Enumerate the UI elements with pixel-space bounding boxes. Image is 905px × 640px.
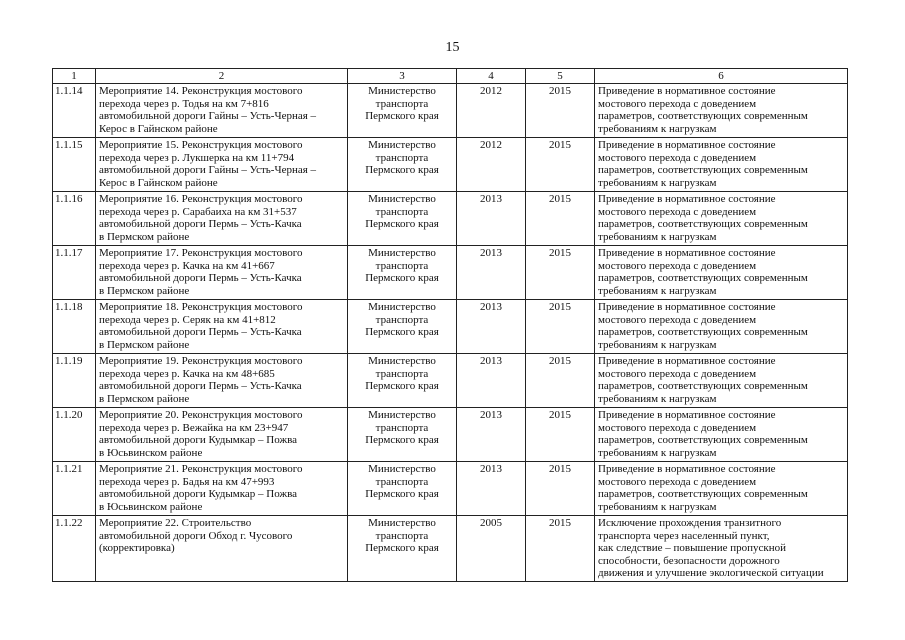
expected-result: Исключение прохождения транзитного транспорта через населенный пункт, как следствие – повышение пропускной способности, безопасности дорожного движения и улучшение экологической ситуации <box>598 517 824 579</box>
end-year: 2015 <box>526 462 595 516</box>
event-name: Мероприятие 19. Реконструкция мостового перехода через р. Качка на км 48+685 автомобильной дороги Пермь – Усть-Качка в Пермском районе <box>99 355 303 405</box>
executor: Министерство транспорта Пермского края <box>365 85 439 122</box>
header-col-3: 3 <box>348 69 457 84</box>
row-number: 1.1.18 <box>53 300 96 354</box>
table-row <box>53 138 848 192</box>
page-number: 15 <box>445 40 460 55</box>
executor: Министерство транспорта Пермского края <box>365 193 439 230</box>
table-row <box>53 300 848 354</box>
start-year: 2012 <box>457 84 526 138</box>
end-year: 2015 <box>526 246 595 300</box>
executor: Министерство транспорта Пермского края <box>365 517 439 554</box>
header-col-6: 6 <box>595 69 848 84</box>
event-name: Мероприятие 22. Строительство автомобильной дороги Обход г. Чусового (корректировка) <box>99 517 293 554</box>
start-year: 2013 <box>457 462 526 516</box>
table-row <box>53 462 848 516</box>
start-year: 2013 <box>457 246 526 300</box>
table-row <box>53 246 848 300</box>
executor: Министерство транспорта Пермского края <box>365 301 439 338</box>
event-name: Мероприятие 17. Реконструкция мостового перехода через р. Качка на км 41+667 автомобильной дороги Пермь – Усть-Качка в Пермском районе <box>99 247 303 297</box>
expected-result: Приведение в нормативное состояние мостового перехода с доведением параметров, соответствующих современным требованиям к нагрузкам <box>598 355 808 405</box>
expected-result: Приведение в нормативное состояние мостового перехода с доведением параметров, соответствующих современным требованиям к нагрузкам <box>598 247 808 297</box>
row-number: 1.1.21 <box>53 462 96 516</box>
row-number: 1.1.17 <box>53 246 96 300</box>
expected-result: Приведение в нормативное состояние мостового перехода с доведением параметров, соответствующих современным требованиям к нагрузкам <box>598 301 808 351</box>
row-number: 1.1.20 <box>53 408 96 462</box>
event-name: Мероприятие 14. Реконструкция мостового перехода через р. Тодья на км 7+816 автомобильной дороги Гайны – Усть-Черная – Керос в Гайнском районе <box>99 85 317 135</box>
start-year: 2012 <box>457 138 526 192</box>
header-col-4: 4 <box>457 69 526 84</box>
executor: Министерство транспорта Пермского края <box>365 247 439 284</box>
expected-result: Приведение в нормативное состояние мостового перехода с доведением параметров, соответствующих современным требованиям к нагрузкам <box>598 193 808 243</box>
measures-table <box>52 68 848 582</box>
table-row <box>53 516 848 582</box>
end-year: 2015 <box>526 300 595 354</box>
executor: Министерство транспорта Пермского края <box>365 463 439 500</box>
table-row <box>53 84 848 138</box>
event-name: Мероприятие 21. Реконструкция мостового перехода через р. Бадья на км 47+993 автомобильной дороги Кудымкар – Пожва в Юсьвинском районе <box>99 463 303 513</box>
start-year: 2013 <box>457 192 526 246</box>
executor: Министерство транспорта Пермского края <box>365 355 439 392</box>
executor: Министерство транспорта Пермского края <box>365 409 439 446</box>
table-row <box>53 354 848 408</box>
header-col-1: 1 <box>53 69 96 84</box>
header-col-5: 5 <box>526 69 595 84</box>
end-year: 2015 <box>526 408 595 462</box>
row-number: 1.1.19 <box>53 354 96 408</box>
event-name: Мероприятие 18. Реконструкция мостового перехода через р. Серяк на км 41+812 автомобильной дороги Пермь – Усть-Качка в Пермском районе <box>99 301 303 351</box>
table-row <box>53 192 848 246</box>
row-number: 1.1.22 <box>53 516 96 582</box>
row-number: 1.1.15 <box>53 138 96 192</box>
row-number: 1.1.16 <box>53 192 96 246</box>
event-name: Мероприятие 15. Реконструкция мостового перехода через р. Лукшерка на км 11+794 автомобильной дороги Гайны – Усть-Черная – Керос в Гайнском районе <box>99 139 317 189</box>
end-year: 2015 <box>526 516 595 582</box>
header-row <box>53 69 848 84</box>
start-year: 2013 <box>457 354 526 408</box>
expected-result: Приведение в нормативное состояние мостового перехода с доведением параметров, соответствующих современным требованиям к нагрузкам <box>598 85 808 135</box>
expected-result: Приведение в нормативное состояние мостового перехода с доведением параметров, соответствующих современным требованиям к нагрузкам <box>598 139 808 189</box>
end-year: 2015 <box>526 84 595 138</box>
start-year: 2013 <box>457 300 526 354</box>
start-year: 2013 <box>457 408 526 462</box>
end-year: 2015 <box>526 354 595 408</box>
end-year: 2015 <box>526 192 595 246</box>
expected-result: Приведение в нормативное состояние мостового перехода с доведением параметров, соответствующих современным требованиям к нагрузкам <box>598 463 808 513</box>
executor: Министерство транспорта Пермского края <box>365 139 439 176</box>
table-row <box>53 408 848 462</box>
end-year: 2015 <box>526 138 595 192</box>
header-col-2: 2 <box>96 69 348 84</box>
row-number: 1.1.14 <box>53 84 96 138</box>
start-year: 2005 <box>457 516 526 582</box>
event-name: Мероприятие 16. Реконструкция мостового перехода через р. Сарабаиха на км 31+537 автомобильной дороги Пермь – Усть-Качка в Пермском районе <box>99 193 303 243</box>
expected-result: Приведение в нормативное состояние мостового перехода с доведением параметров, соответствующих современным требованиям к нагрузкам <box>598 409 808 459</box>
event-name: Мероприятие 20. Реконструкция мостового перехода через р. Вежайка на км 23+947 автомобильной дороги Кудымкар – Пожва в Юсьвинском районе <box>99 409 303 459</box>
